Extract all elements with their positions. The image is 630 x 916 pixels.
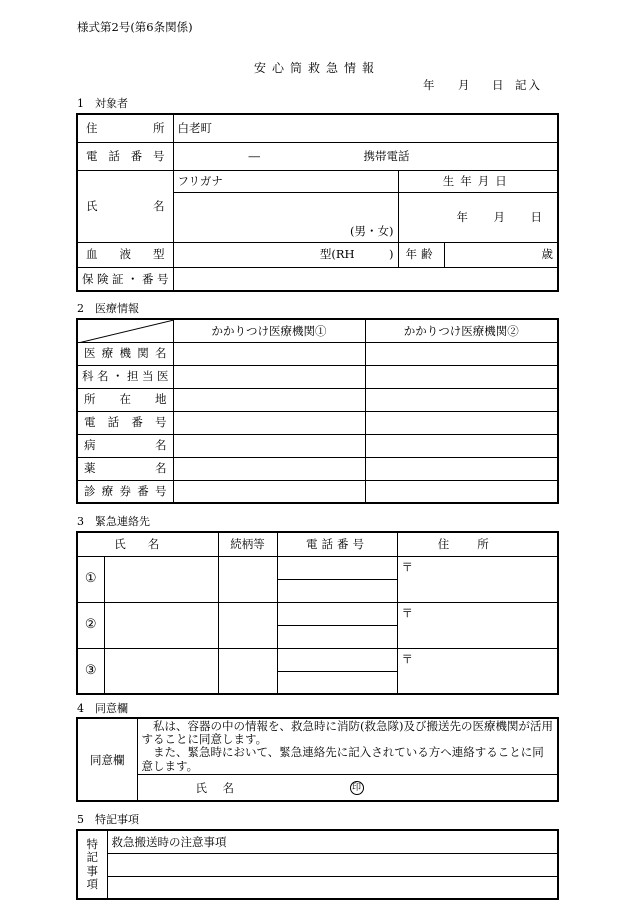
consent-label: 同意欄 — [77, 718, 137, 801]
consent-signature-field[interactable] — [137, 774, 558, 801]
medical-table — [76, 318, 559, 504]
birth-day: 日 — [530, 209, 542, 224]
notes-line[interactable] — [107, 853, 558, 876]
consent-table — [76, 717, 559, 802]
diagonal-cell — [77, 319, 173, 342]
clinic2-cell[interactable] — [365, 457, 558, 480]
postal-mark: 〒 — [401, 651, 413, 666]
notes-line[interactable]: 救急搬送時の注意事項 — [107, 830, 558, 853]
relation-header: 続柄等 — [218, 532, 277, 556]
clinic1-cell[interactable] — [173, 411, 365, 434]
name-label: 氏名 — [77, 170, 173, 242]
contact-phone-cell[interactable] — [277, 625, 397, 648]
notes-table — [76, 829, 559, 900]
birth-label: 生年月日 — [398, 170, 558, 192]
clinic2-cell[interactable] — [365, 388, 558, 411]
contact-phone-cell[interactable] — [277, 579, 397, 602]
clinic2-cell[interactable] — [365, 411, 558, 434]
clinic1-cell[interactable] — [173, 457, 365, 480]
phone-dash: ― — [248, 148, 260, 163]
blood-field[interactable]: 型(RH ) — [173, 242, 398, 267]
consent-text — [137, 718, 558, 774]
address-label: 住所 — [77, 114, 173, 142]
insurance-field[interactable] — [173, 267, 558, 291]
contact-relation-cell[interactable] — [218, 556, 277, 602]
birth-year: 年 — [456, 209, 468, 224]
date-record: 記入 — [515, 78, 542, 92]
contact-name-header: 氏名 — [77, 532, 218, 556]
contact-relation-cell[interactable] — [218, 602, 277, 648]
contact-address-cell[interactable] — [397, 602, 558, 648]
notes-label: 特記事項 — [77, 830, 107, 899]
contact-number: ③ — [77, 648, 104, 694]
clinic1-cell[interactable] — [173, 434, 365, 457]
form-label: 様式第2号(第6条関係) — [77, 20, 193, 34]
contact-address-cell[interactable] — [397, 648, 558, 694]
address-header: 住所 — [397, 532, 558, 556]
row-label: 診療券番号 — [77, 480, 173, 503]
row-label: 病名 — [77, 434, 173, 457]
page-title: 安心筒救急情報 — [254, 61, 381, 75]
contact-number: ② — [77, 602, 104, 648]
section3-heading: 3 緊急連絡先 — [77, 515, 150, 528]
clinic2-cell[interactable] — [365, 434, 558, 457]
clinic1-cell[interactable] — [173, 342, 365, 365]
clinic1-header: かかりつけ医療機関① — [173, 319, 365, 342]
date-day: 日 — [492, 78, 504, 92]
row-label: 電話番号 — [77, 411, 173, 434]
age-label: 年齢 — [398, 242, 444, 267]
clinic1-cell[interactable] — [173, 388, 365, 411]
section4-heading: 4 同意欄 — [77, 702, 128, 715]
section2-heading: 2 医療情報 — [77, 302, 139, 315]
clinic1-cell[interactable] — [173, 365, 365, 388]
phone-field[interactable] — [173, 142, 558, 170]
phone-header: 電話番号 — [277, 532, 397, 556]
mobile-label: 携帯電話 — [363, 148, 410, 163]
sex-label: (男・女) — [350, 224, 394, 239]
row-label: 薬名 — [77, 457, 173, 480]
postal-mark: 〒 — [401, 605, 413, 620]
name-field[interactable] — [173, 192, 398, 242]
seal-mark: 印 — [350, 781, 364, 795]
contact-phone-cell[interactable] — [277, 648, 397, 671]
contact-relation-cell[interactable] — [218, 648, 277, 694]
contact-name-cell[interactable] — [104, 648, 218, 694]
date-month: 月 — [458, 78, 470, 92]
clinic2-header: かかりつけ医療機関② — [365, 319, 558, 342]
section1-heading: 1 対象者 — [77, 97, 128, 110]
row-label: 所在地 — [77, 388, 173, 411]
contact-phone-cell[interactable] — [277, 671, 397, 694]
blood-label: 血液型 — [77, 242, 173, 267]
clinic2-cell[interactable] — [365, 365, 558, 388]
contact-phone-cell[interactable] — [277, 556, 397, 579]
birth-field[interactable] — [398, 192, 558, 242]
age-field[interactable]: 歳 — [444, 242, 558, 267]
address-field[interactable]: 白老町 — [173, 114, 558, 142]
birth-month: 月 — [493, 209, 505, 224]
row-label: 科名・担当医 — [77, 365, 173, 388]
clinic1-cell[interactable] — [173, 480, 365, 503]
consent-text-1: 私は、容器の中の情報を、救急時に消防(救急隊)及び搬送先の医療機関が活用することに同意します。 — [141, 719, 553, 747]
contact-name-cell[interactable] — [104, 602, 218, 648]
postal-mark: 〒 — [401, 559, 413, 574]
subject-table — [76, 113, 559, 292]
furigana-label: フリガナ — [177, 173, 223, 188]
diagonal-line — [78, 320, 174, 343]
consent-name-label: 氏 名 — [195, 780, 236, 795]
section5-heading: 5 特記事項 — [77, 813, 139, 826]
date-year: 年 — [423, 78, 435, 92]
clinic2-cell[interactable] — [365, 480, 558, 503]
phone-label: 電話番号 — [77, 142, 173, 170]
furigana-field[interactable] — [173, 170, 398, 192]
contact-name-cell[interactable] — [104, 556, 218, 602]
insurance-label: 保険証・番号 — [77, 267, 173, 291]
contact-phone-cell[interactable] — [277, 602, 397, 625]
contact-number: ① — [77, 556, 104, 602]
contact-address-cell[interactable] — [397, 556, 558, 602]
notes-line[interactable] — [107, 876, 558, 899]
contacts-table — [76, 531, 559, 695]
consent-text-2: また、緊急時において、緊急連絡先に記入されている方へ連絡することに同意します。 — [141, 745, 544, 773]
clinic2-cell[interactable] — [365, 342, 558, 365]
row-label: 医療機関名 — [77, 342, 173, 365]
